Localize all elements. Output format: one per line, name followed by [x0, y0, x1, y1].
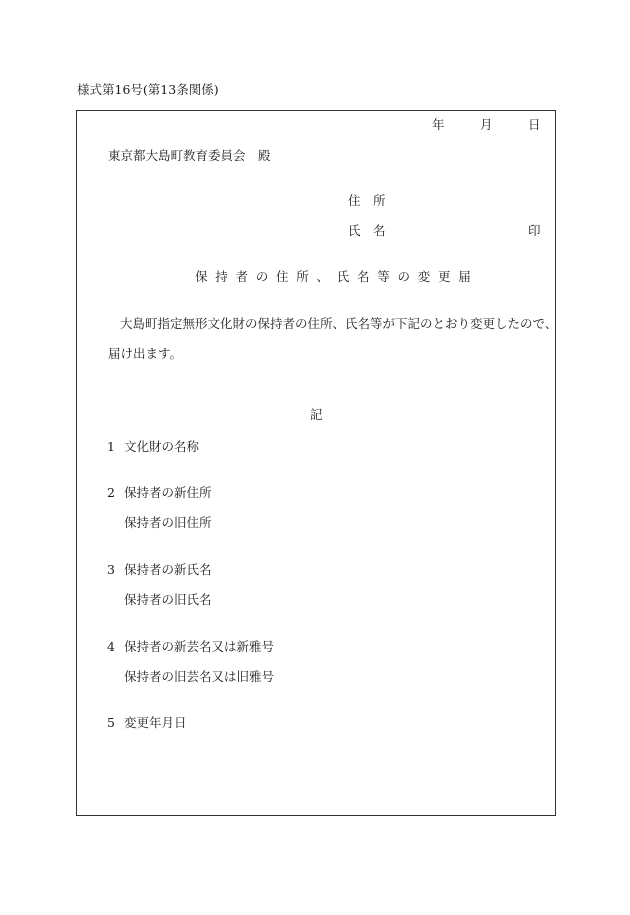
name-label: 氏 名	[348, 223, 386, 238]
item-1-number: 1	[107, 439, 115, 454]
form-frame	[76, 110, 556, 816]
item-4-number: 4	[107, 639, 115, 654]
date-year-label: 年	[432, 117, 445, 132]
addressee-honorific: 殿	[258, 148, 271, 163]
item-2-label-new: 保持者の新住所	[124, 485, 212, 500]
item-3-number: 3	[107, 562, 115, 577]
body-line-2: 届け出ます。	[108, 346, 183, 361]
ki-heading: 記	[310, 407, 323, 422]
form-title: 保持者の住所、氏名等の変更届	[195, 269, 479, 284]
seal-mark: 印	[528, 223, 541, 238]
item-4-label-old: 保持者の旧芸名又は旧雅号	[124, 669, 275, 684]
item-5-number: 5	[107, 715, 115, 730]
item-1-label: 文化財の名称	[124, 439, 200, 454]
form-number: 様式第16号(第13条関係)	[77, 82, 219, 97]
item-3-label-new: 保持者の新氏名	[124, 562, 212, 577]
address-label: 住 所	[348, 193, 386, 208]
item-2-label-old: 保持者の旧住所	[124, 515, 212, 530]
item-5-label: 変更年月日	[124, 715, 187, 730]
item-3-label-old: 保持者の旧氏名	[124, 592, 212, 607]
item-2-number: 2	[107, 485, 115, 500]
date-month-label: 月	[480, 117, 493, 132]
addressee-name: 東京都大島町教育委員会	[108, 148, 246, 163]
date-day-label: 日	[528, 117, 541, 132]
item-4-label-new: 保持者の新芸名又は新雅号	[124, 639, 275, 654]
body-line-1: 大島町指定無形文化財の保持者の住所、氏名等が下記のとおり変更したので、	[120, 316, 558, 331]
